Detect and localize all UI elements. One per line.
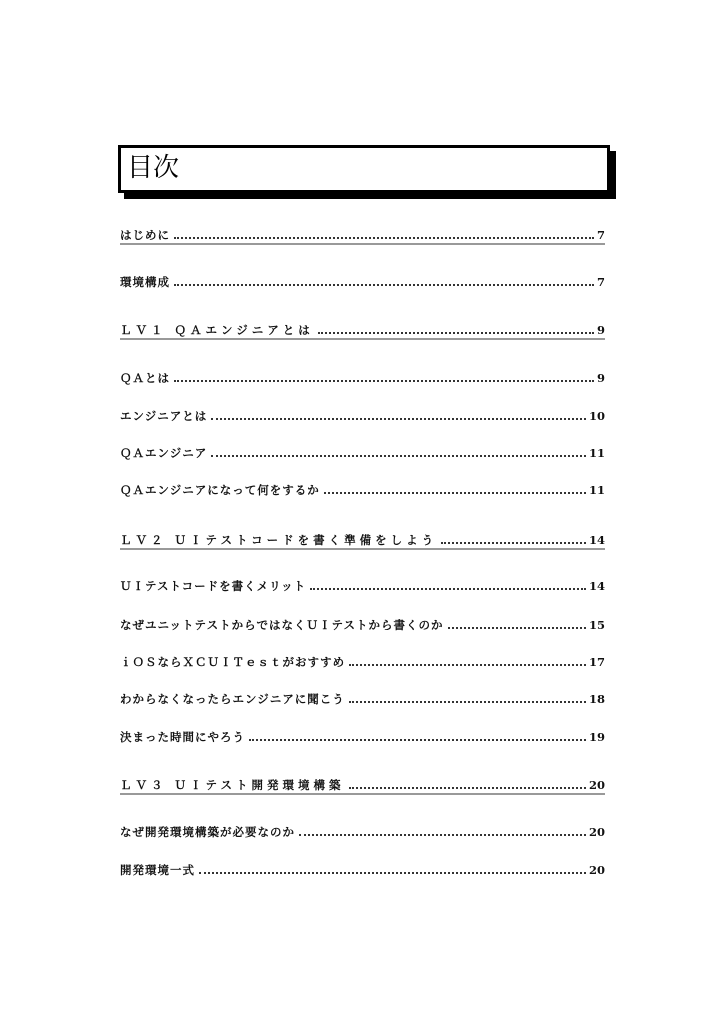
entry-page-number: 18 [588,692,605,706]
entry-page-number: 17 [588,655,605,669]
toc-chapter-entry[interactable] [120,321,605,340]
dot-leader [441,542,586,544]
toc-entry[interactable] [120,481,605,498]
toc-entry[interactable] [120,653,605,670]
dot-leader [211,418,586,420]
entry-label: 開発環境一式 [120,863,195,877]
entry-label: わからなくなったらエンジニアに聞こう [120,692,345,706]
entry-label: ＱＡエンジニアになって何をするか [120,483,320,497]
dot-leader [299,834,586,836]
dot-leader [349,701,586,703]
dot-leader [211,455,586,457]
entry-page-number: 9 [596,371,605,385]
entry-page-number: 20 [588,778,605,792]
toc-entry[interactable] [120,861,605,878]
dot-leader [324,492,586,494]
dot-leader [448,627,586,629]
entry-label: ｉＯＳならＸＣＵＩＴｅｓｔがおすすめ [120,655,346,669]
entry-label: なぜ開発環境構築が必要なのか [120,825,295,839]
entry-label: ＬＶ１ ＱＡエンジニアとは [120,323,314,337]
dot-leader [310,588,586,590]
toc-title-box [118,145,610,193]
toc-chapter-entry[interactable] [120,776,605,795]
dot-leader [349,664,586,666]
dot-leader [349,787,586,789]
entry-page-number: 20 [588,825,605,839]
entry-label: ＬＶ２ ＵＩテストコードを書く準備をしよう [120,533,438,547]
toc-entry[interactable] [120,577,605,594]
entry-page-number: 11 [588,446,605,460]
toc-entry[interactable] [120,823,605,840]
dot-leader [174,237,594,239]
toc-entry[interactable] [120,690,605,707]
dot-leader [174,380,594,382]
entry-page-number: 14 [588,579,605,593]
entry-label: 環境構成 [120,275,170,289]
entry-label: エンジニアとは [120,409,208,423]
entry-label: なぜユニットテストからではなくＵＩテストから書くのか [120,618,444,632]
dot-leader [174,284,594,286]
entry-page-number: 11 [588,483,605,497]
dot-leader [249,739,586,741]
entry-label: はじめに [120,228,170,242]
toc-entry[interactable] [120,407,605,424]
toc-entry[interactable] [120,369,605,386]
toc-chapter-entry[interactable] [120,531,605,550]
entry-page-number: 15 [588,618,605,632]
dot-leader [318,332,594,334]
entry-page-number: 19 [588,730,605,744]
entry-label: ＬＶ３ ＵＩテスト開発環境構築 [120,778,345,792]
entry-page-number: 14 [588,533,605,547]
toc-entry[interactable] [120,728,605,745]
entry-page-number: 9 [596,323,605,337]
dot-leader [199,872,586,874]
entry-page-number: 10 [588,409,605,423]
entry-page-number: 7 [596,228,605,242]
entry-label: 決まった時間にやろう [120,730,245,744]
toc-entry[interactable] [120,273,605,290]
page-title: 目次 [127,153,180,183]
entry-label: ＱＡとは [120,371,170,385]
toc-entry[interactable] [120,444,605,461]
toc-entry[interactable] [120,226,605,245]
toc-entry[interactable] [120,616,605,633]
entry-label: ＱＡエンジニア [120,446,208,460]
entry-page-number: 20 [588,863,605,877]
entry-page-number: 7 [596,275,605,289]
entry-label: ＵＩテストコードを書くメリット [120,579,307,593]
